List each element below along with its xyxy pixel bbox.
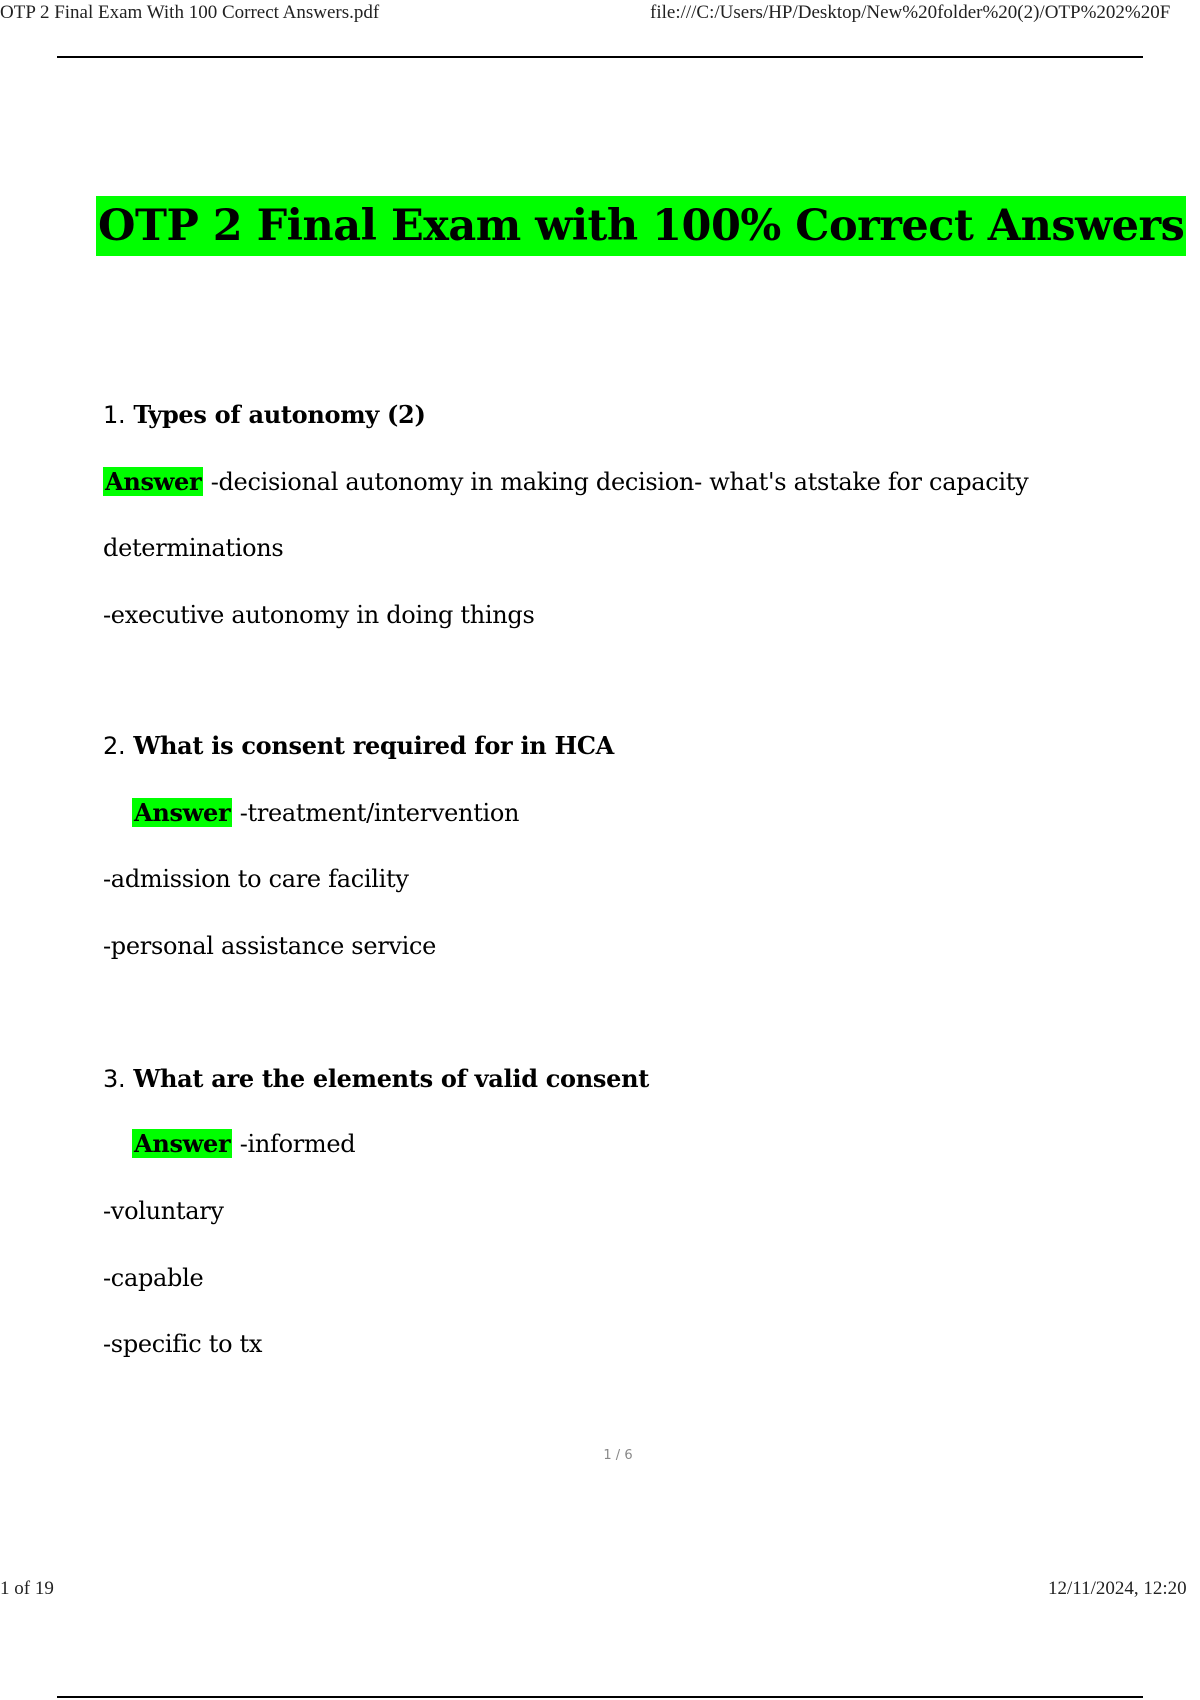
print-footer-datetime: 12/11/2024, 12:20 — [1048, 1578, 1187, 1599]
question-number: 2. — [103, 732, 126, 760]
question-text: Types of autonomy (2) — [133, 400, 426, 429]
answer-text: -informed — [232, 1130, 356, 1158]
question-number: 1. — [103, 401, 126, 429]
answer-1-line-1 — [103, 465, 1028, 499]
answer-label: Answer — [134, 798, 231, 827]
top-divider — [57, 56, 1143, 58]
answer-2-line-3: -personal assistance service — [103, 932, 437, 960]
page-indicator: 1 / 6 — [603, 1448, 633, 1463]
question-text: What is consent required for in HCA — [133, 731, 614, 760]
bottom-divider — [57, 1696, 1143, 1698]
answer-label: Answer — [105, 467, 202, 496]
answer-text: -treatment/intervention — [232, 799, 520, 827]
answer-2-line-1 — [132, 796, 519, 830]
answer-3-line-3: -capable — [103, 1264, 204, 1292]
question-text: What are the elements of valid consent — [133, 1064, 650, 1093]
answer-1-line-3: -executive autonomy in doing things — [103, 601, 535, 629]
print-footer-page: 1 of 19 — [0, 1578, 54, 1599]
question-number: 3. — [103, 1065, 126, 1093]
document-title: OTP 2 Final Exam with 100% Correct Answers — [96, 196, 1186, 256]
answer-1-line-2: determinations — [103, 534, 284, 562]
answer-text: -decisional autonomy in making decision- what's atstake for capacity — [203, 468, 1029, 496]
question-3 — [103, 1062, 649, 1096]
question-1 — [103, 398, 426, 432]
answer-label: Answer — [134, 1129, 231, 1158]
answer-3-line-1 — [132, 1127, 355, 1161]
question-2 — [103, 729, 614, 763]
print-header-url: file:///C:/Users/HP/Desktop/New%20folder%20(2)/OTP%202%20F — [650, 2, 1171, 23]
print-header-title: OTP 2 Final Exam With 100 Correct Answers.pdf — [0, 2, 380, 23]
answer-3-line-2: -voluntary — [103, 1197, 224, 1225]
answer-3-line-4: -specific to tx — [103, 1330, 263, 1358]
answer-2-line-2: -admission to care facility — [103, 865, 409, 893]
print-header — [0, 0, 1200, 26]
